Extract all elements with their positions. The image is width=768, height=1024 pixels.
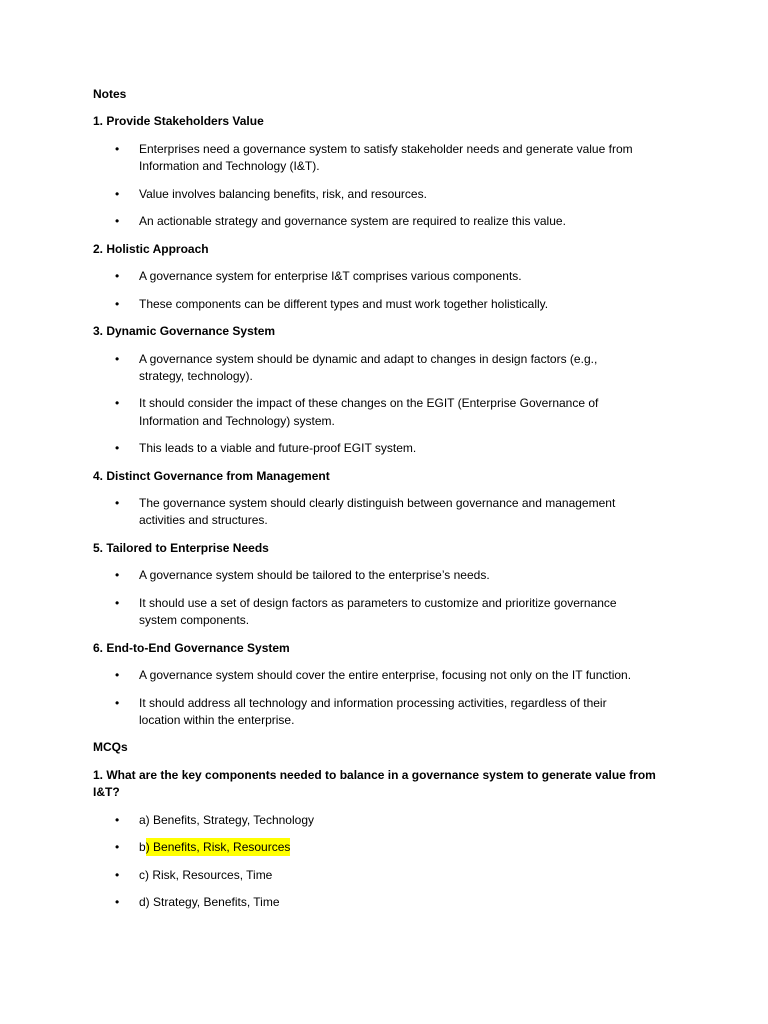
option-item (139, 812, 656, 829)
bullet-item (139, 567, 656, 584)
bullet-line: • A governance system should be tailored to the enterprise’s needs. (139, 568, 490, 583)
bullet-item (139, 296, 656, 313)
option-text: • a) Benefits, Strategy, Technology (139, 812, 314, 827)
option-list (93, 812, 656, 912)
bullet-list (93, 667, 656, 729)
bullet-list (93, 495, 656, 530)
bullet-item (139, 268, 656, 285)
bullet-line: • A governance system for enterprise I&T comprises various components. (139, 269, 522, 284)
bullet-list (93, 351, 656, 458)
bullet-line: • Enterprises need a governance system to satisfy stakeholder needs and generate value from (139, 141, 633, 156)
bullet-item (139, 440, 656, 457)
bullet-list (93, 567, 656, 629)
bullet-item (139, 186, 656, 203)
bullet-item (139, 141, 656, 176)
bullet-item (139, 395, 656, 430)
bullet-line: • Value involves balancing benefits, risk, and resources. (139, 186, 427, 201)
bullet-line: Information and Technology (I&T). (139, 159, 320, 174)
mcqs-title: MCQs (93, 740, 128, 755)
bullet-item (139, 695, 656, 730)
option-item (139, 894, 656, 911)
question-line: I&T? (93, 785, 120, 800)
bullet-item (139, 495, 656, 530)
bullet-line: • A governance system should be dynamic and adapt to changes in design factors (e.g., (139, 351, 598, 366)
highlighted-answer: ) Benefits, Risk, Resources (145, 840, 291, 855)
section-heading: 5. Tailored to Enterprise Needs (93, 540, 269, 555)
option-item (139, 839, 656, 856)
option-line (139, 839, 656, 856)
option-item (139, 867, 656, 884)
bullet-line: • This leads to a viable and future-proof EGIT system. (139, 441, 417, 456)
bullet-item (139, 595, 656, 630)
bullet-line: activities and structures. (139, 513, 268, 528)
option-text: • c) Risk, Resources, Time (139, 867, 273, 882)
bullet-line: • It should use a set of design factors as parameters to customize and prioritize governance (139, 595, 617, 610)
section-heading: 1. Provide Stakeholders Value (93, 114, 264, 129)
bullet-line: • An actionable strategy and governance system are required to realize this value. (139, 214, 566, 229)
section-heading: 2. Holistic Approach (93, 241, 209, 256)
bullet-list (93, 268, 656, 313)
bullet-line: location within the enterprise. (139, 712, 295, 727)
bullet-line: Information and Technology) system. (139, 413, 335, 428)
question-line: 1. What are the key components needed to balance in a governance system to generate value from (93, 767, 656, 782)
bullet-line: • A governance system should cover the entire enterprise, focusing not only on the IT function. (139, 668, 632, 683)
bullet-line: • It should consider the impact of these changes on the EGIT (Enterprise Governance of (139, 396, 599, 411)
bullet-line: system components. (139, 613, 250, 628)
option-text: b (139, 840, 146, 855)
section-heading: 4. Distinct Governance from Management (93, 468, 330, 483)
bullet-item (139, 213, 656, 230)
document-content (93, 86, 656, 922)
bullet-line: strategy, technology). (139, 368, 253, 383)
bullet-line: • The governance system should clearly distinguish between governance and management (139, 496, 616, 511)
bullet-line: • These components can be different types and must work together holistically. (139, 296, 549, 311)
bullet-item (139, 667, 656, 684)
section-heading: 3. Dynamic Governance System (93, 324, 276, 339)
option-text: • d) Strategy, Benefits, Time (139, 895, 280, 910)
bullet-list (93, 141, 656, 231)
bullet-line: • It should address all technology and information processing activities, regardless of their (139, 695, 607, 710)
question-text (93, 767, 656, 802)
bullet-item (139, 351, 656, 386)
section-heading: 6. End-to-End Governance System (93, 640, 290, 655)
notes-title: Notes (93, 87, 127, 101)
